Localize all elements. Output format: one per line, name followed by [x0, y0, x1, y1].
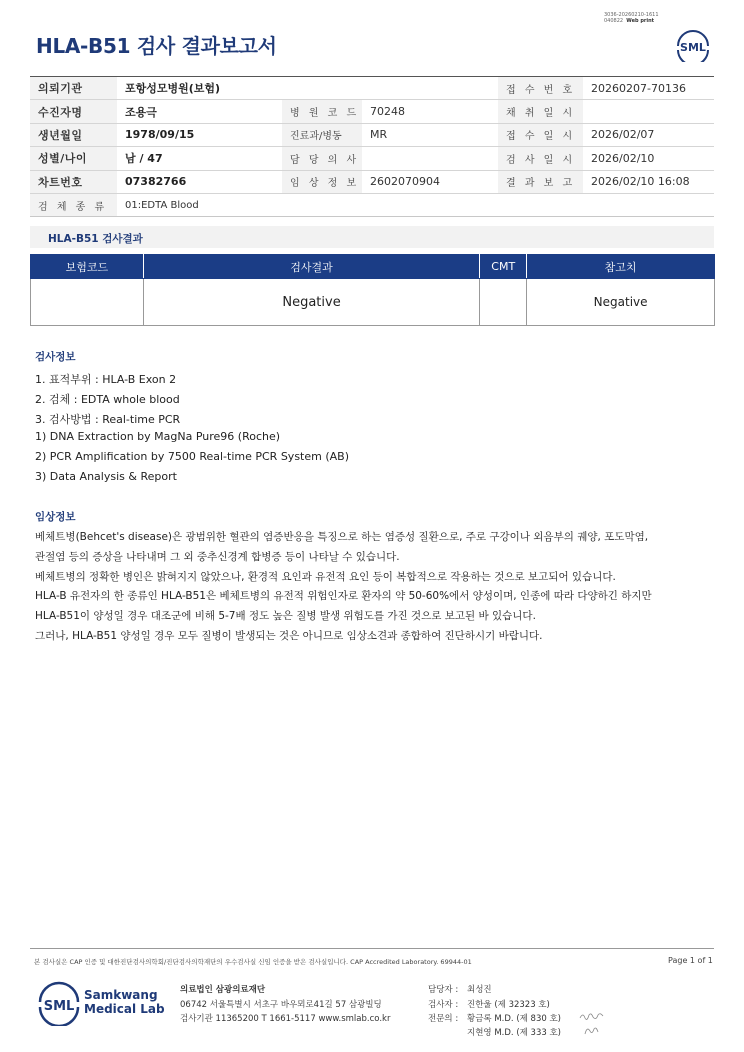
results-header-row — [31, 255, 715, 279]
value-chart-number: 07382766 — [117, 170, 282, 193]
clinical-info-line: HLA-B 유전자의 한 종류인 HLA-B51은 베체트병의 유전적 위험인자로 환자의 약 50-60%에서 양성이며, 인종에 따라 다양하긴 하지만 — [35, 590, 652, 602]
staff-role: 담당자 : — [428, 985, 459, 995]
test-info-line: 1) DNA Extraction by MagNa Pure96 (Roche) — [35, 430, 281, 443]
test-info-line: 1. 표적부위 : HLA-B Exon 2 — [35, 373, 177, 386]
staff-name: 황금록 M.D. (제 830 호) — [467, 1014, 562, 1024]
label-patient-name: 수진자명 — [30, 100, 117, 123]
value-test-date: 2026/02/10 — [583, 147, 714, 170]
lab-name-line2: Medical Lab — [84, 1002, 165, 1016]
header-reference: 참고치 — [527, 255, 715, 279]
cell-insurance-code — [31, 279, 144, 326]
value-birth-date: 1978/09/15 — [117, 123, 282, 146]
results-section-bar — [30, 226, 714, 248]
info-row — [30, 100, 714, 123]
web-print-label: Web print — [626, 18, 655, 24]
signature-icon — [582, 1024, 600, 1038]
value-receipt-date: 2026/02/07 — [583, 123, 714, 146]
sml-logo-bottom-icon — [36, 980, 82, 1026]
label-hospital-code: 병 원 코 드 — [282, 100, 362, 123]
value-clinical-info: 2602070904 — [362, 170, 498, 193]
clinical-info-line: 베체트병(Behcet's disease)은 광범위한 혈관의 염증반응을 특징으로 하는 염증성 질환으로, 주로 구강이나 외음부의 궤양, 포도막염, — [35, 531, 649, 543]
value-requesting-institution: 포항성모병원(보험) — [117, 77, 498, 100]
label-requesting-institution: 의뢰기관 — [30, 77, 117, 100]
report-code-line1: 3036-20260210-1611 — [604, 12, 659, 18]
clinical-info-line: 관절염 등의 증상을 나타내며 그 외 중추신경계 합병증 등이 나타날 수 있습니다. — [35, 551, 400, 563]
staff-name: 진한울 (제 32323 호) — [467, 1000, 550, 1010]
info-row — [30, 77, 714, 100]
test-info-line: 2) PCR Amplification by 7500 Real-time PCR System (AB) — [35, 450, 349, 463]
value-doctor — [362, 147, 498, 170]
report-title: HLA-B51 검사 결과보고서 — [36, 34, 277, 58]
cell-test-result: Negative — [143, 279, 479, 326]
sml-logo-icon — [672, 26, 714, 62]
accreditation-note: 본 검사실은 CAP 인증 및 대한진단검사의학회/진단검사의학재단의 우수검사실 신임 인증을 받은 검사실입니다. CAP Accredited Laboratory. 69944-01 — [34, 958, 472, 966]
logo-top-text: SML — [680, 41, 706, 54]
info-row — [30, 170, 714, 193]
test-info-line: 3. 검사방법 : Real-time PCR — [35, 413, 181, 426]
value-hospital-code: 70248 — [362, 100, 498, 123]
label-department: 진료과/병동 — [282, 123, 362, 146]
test-info-title: 검사정보 — [35, 351, 76, 363]
value-collection-date — [583, 100, 714, 123]
foundation-address: 06742 서울특별시 서초구 바우뫼로41길 57 삼광빌딩 — [180, 1000, 382, 1010]
test-info-line: 2. 검체 : EDTA whole blood — [35, 393, 180, 406]
value-department: MR — [362, 123, 498, 146]
value-specimen-type: 01:EDTA Blood — [117, 193, 714, 216]
page-number: Page 1 of 1 — [668, 956, 713, 965]
results-row — [31, 279, 715, 326]
value-receipt-number: 20260207-70136 — [583, 77, 714, 100]
results-table — [30, 254, 715, 326]
staff-name: 지현영 M.D. (제 333 호) — [467, 1028, 562, 1038]
label-specimen-type: 검 체 종 류 — [30, 193, 117, 216]
patient-info-table — [30, 76, 714, 217]
label-sex-age: 성별/나이 — [30, 147, 117, 170]
value-result-report: 2026/02/10 16:08 — [583, 170, 714, 193]
value-patient-name: 조용극 — [117, 100, 282, 123]
logo-bottom-text: SML — [43, 999, 75, 1014]
label-test-date: 검 사 일 시 — [498, 147, 583, 170]
info-row — [30, 147, 714, 170]
results-section-title: HLA-B51 검사결과 — [48, 233, 143, 245]
header-cmt: CMT — [480, 255, 527, 279]
lab-name-line1: Samkwang — [84, 988, 158, 1002]
label-birth-date: 생년월일 — [30, 123, 117, 146]
value-sex-age: 남 / 47 — [117, 147, 282, 170]
label-doctor: 담 당 의 사 — [282, 147, 362, 170]
report-code-line2: 040822 — [604, 18, 624, 24]
clinical-info-line: HLA-B51이 양성일 경우 대조군에 비해 5-7배 정도 높은 질병 발생 위험도를 가진 것으로 보고된 바 있습니다. — [35, 610, 536, 622]
cell-cmt — [480, 279, 527, 326]
clinical-info-title: 임상정보 — [35, 511, 76, 523]
label-receipt-date: 접 수 일 시 — [498, 123, 583, 146]
label-receipt-number: 접 수 번 호 — [498, 77, 583, 100]
foundation-name: 의료법인 삼광의료재단 — [180, 985, 266, 995]
info-row — [30, 123, 714, 146]
header-insurance-code: 보험코드 — [31, 255, 144, 279]
label-chart-number: 차트번호 — [30, 170, 117, 193]
signature-icon — [578, 1009, 606, 1023]
foundation-contact: 검사기관 11365200 T 1661-5117 www.smlab.co.kr — [180, 1014, 391, 1024]
label-clinical-info: 임 상 정 보 — [282, 170, 362, 193]
staff-role: 검사자 : — [428, 1000, 459, 1010]
lab-name — [84, 988, 165, 1016]
report-code — [604, 12, 659, 24]
clinical-info-line: 그러나, HLA-B51 양성일 경우 모두 질병이 발생되는 것은 아니므로 임상소견과 종합하여 진단하시기 바랍니다. — [35, 630, 543, 642]
clinical-info-line: 베체트병의 정확한 병인은 밝혀지지 않았으나, 환경적 요인과 유전적 요인 등이 복합적으로 작용하는 것으로 보고되어 있습니다. — [35, 571, 616, 583]
footer-divider — [30, 948, 714, 949]
header-test-result: 검사결과 — [143, 255, 479, 279]
label-result-report: 결 과 보 고 — [498, 170, 583, 193]
staff-name: 최성진 — [467, 985, 492, 995]
test-info-line: 3) Data Analysis & Report — [35, 470, 177, 483]
info-row — [30, 193, 714, 216]
label-collection-date: 채 취 일 시 — [498, 100, 583, 123]
cell-reference: Negative — [527, 279, 715, 326]
staff-role: 전문의 : — [428, 1014, 459, 1024]
